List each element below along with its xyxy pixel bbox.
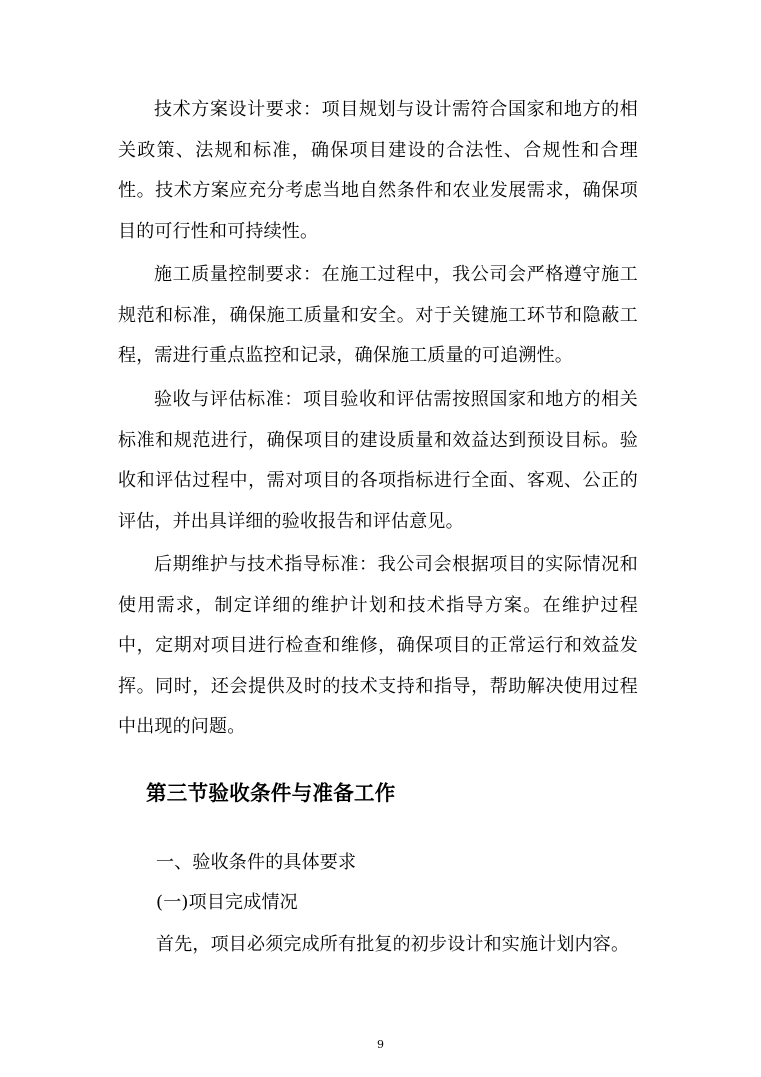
paragraph-construction-quality: 施工质量控制要求：在施工过程中，我公司会严格遵守施工规范和标准，确保施工质量和安全。对于关键施工环节和隐蔽工程，需进行重点监控和记录，确保施工质量的可追溯性。 <box>118 264 638 366</box>
paragraph-maintenance-guidance: 后期维护与技术指导标准：我公司会根据项目的实际情况和使用需求，制定详细的维护计划和技术指导方案。在维护过程中，定期对项目进行检查和维修，确保项目的正常运行和效益发挥。同时，还会提供及时的技术支持和指导，帮助解决使用过程中出现的问题。 <box>118 554 638 737</box>
subsubheading: (一)项目完成情况 <box>156 892 298 913</box>
paragraph-acceptance-evaluation: 验收与评估标准：项目验收和评估需按照国家和地方的相关标准和规范进行，确保项目的建设质量和效益达到预设目标。验收和评估过程中，需对项目的各项指标进行全面、客观、公正的评估，并出具详细的验收报告和评估意见。 <box>118 389 638 532</box>
subheading: 一、验收条件的具体要求 <box>156 852 357 873</box>
section-title: 第三节验收条件与准备工作 <box>146 781 396 805</box>
paragraph-technical-design: 技术方案设计要求：项目规划与设计需符合国家和地方的相关政策、法规和标准，确保项目建设的合法性、合规性和合理性。技术方案应充分考虑当地自然条件和农业发展需求，确保项目的可行性和可持续性。 <box>118 99 638 242</box>
page-number: 9 <box>377 1038 384 1051</box>
section-text: 首先，项目必须完成所有批复的初步设计和实施计划内容。 <box>156 934 630 955</box>
